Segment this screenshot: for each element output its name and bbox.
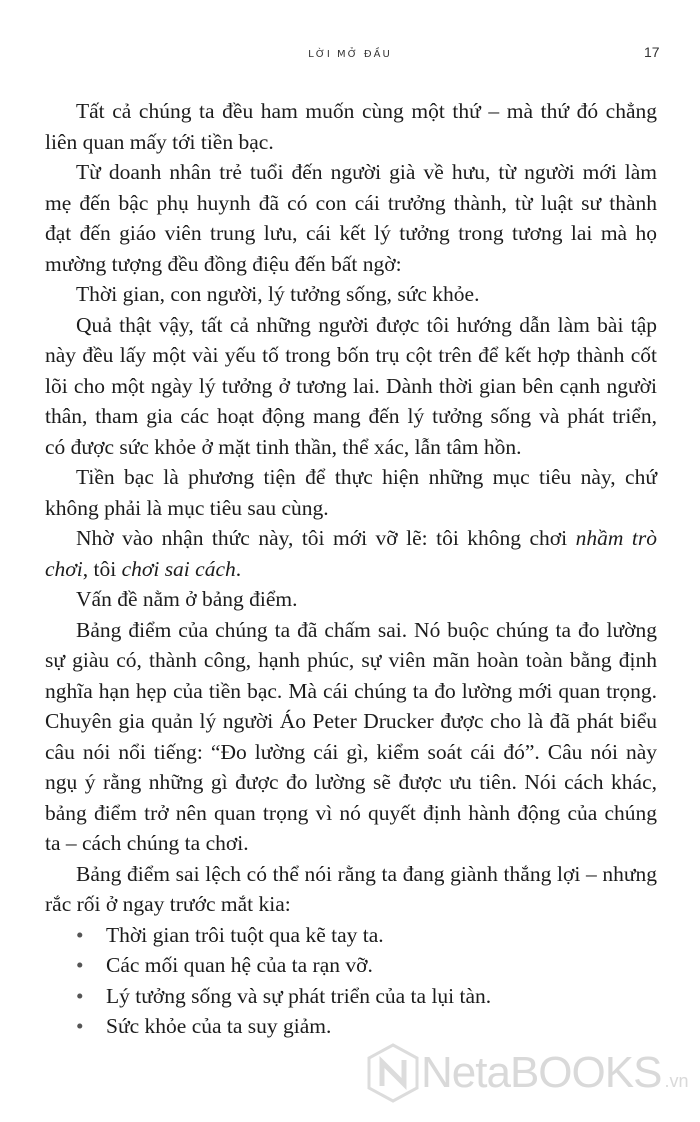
text-line: mẹ đến bậc phụ huynh đã có con cái trưởng thành, từ luật sư thành [45, 190, 657, 215]
paragraph [45, 462, 657, 523]
bullet-list [45, 920, 657, 1042]
text-line: câu nói nổi tiếng: “Đo lường cái gì, kiểm soát cái đó”. Câu nói này [45, 739, 657, 764]
bullet-icon: • [76, 953, 84, 977]
text-line: nghĩa hạn hẹp của tiền bạc. Mà cái chúng ta đo lường mới quan trọng. [45, 678, 657, 703]
list-item-text: Các mối quan hệ của ta rạn vỡ. [106, 953, 373, 977]
list-item [45, 1011, 657, 1042]
text-line: Quả thật vậy, tất cả những người được tôi hướng dẫn làm bài tập [76, 312, 657, 337]
text-line: sự giàu có, thành công, hạnh phúc, sự viên mãn hoàn toàn bằng định [45, 648, 657, 672]
text-span: , tôi [82, 556, 122, 581]
body-text [45, 96, 657, 1042]
running-header: LỜI MỞ ĐẦU [308, 49, 392, 60]
watermark-tld: .vn [664, 1070, 689, 1091]
paragraph [45, 96, 657, 157]
page-number: 17 [644, 44, 660, 60]
italic-text: chơi sai cách [121, 556, 236, 581]
text-line: Tất cả chúng ta đều ham muốn cùng một thứ – mà thứ đó chẳng [76, 99, 657, 123]
paragraph [45, 859, 657, 920]
text-line: liên quan mấy tới tiền bạc. [45, 129, 274, 154]
text-line: mường tượng đều đồng điệu đến bất ngờ: [45, 251, 402, 276]
bullet-icon: • [76, 983, 84, 1008]
text-line: lõi cho một ngày lý tưởng ở tương lai. Dành thời gian bên cạnh người [45, 373, 657, 398]
text-span: . [235, 556, 242, 581]
list-item [45, 950, 657, 981]
text-line: không phải là mục tiêu sau cùng. [45, 495, 329, 520]
paragraph [45, 310, 657, 463]
text-line [45, 523, 657, 554]
text-line: có được sức khỏe ở mặt tinh thần, thể xác, lẫn tâm hồn. [45, 434, 522, 459]
text-line: thân, tham gia các hoạt động mang đến lý tưởng sống và phát triển, [45, 404, 657, 428]
list-item-text: Thời gian trôi tuột qua kẽ tay ta. [106, 922, 384, 947]
text-line: Bảng điểm của chúng ta đã chấm sai. Nó buộc chúng ta đo lường [76, 617, 657, 642]
text-line: rắc rối ở ngay trước mắt kia: [45, 892, 291, 916]
list-item-text: Lý tưởng sống và sự phát triển của ta lụi tàn. [106, 983, 492, 1008]
text-line: Bảng điểm sai lệch có thể nói rằng ta đang giành thắng lợi – nhưng [76, 861, 657, 886]
list-item [45, 920, 657, 951]
paragraph [45, 157, 657, 279]
text-line: Tiền bạc là phương tiện để thực hiện những mục tiêu này, chứ [76, 465, 657, 489]
paragraph [45, 279, 657, 310]
text-line: ta – cách chúng ta chơi. [45, 831, 249, 855]
text-line [45, 554, 657, 585]
watermark [365, 1042, 688, 1104]
text-line: bảng điểm trở nên quan trọng vì nó quyết định hành động của chúng [45, 800, 657, 825]
bullet-icon: • [76, 1014, 84, 1038]
text-line: Thời gian, con người, lý tưởng sống, sức khỏe. [76, 282, 480, 306]
list-item-text: Sức khỏe của ta suy giảm. [106, 1014, 332, 1038]
italic-text: nhầm trò [575, 526, 657, 550]
italic-text: chơi [45, 556, 83, 581]
text-span: Nhờ vào nhận thức này, tôi mới vỡ lẽ: tôi không chơi [76, 526, 576, 550]
netabooks-logo-icon [365, 1042, 421, 1104]
text-line: ngụ ý rằng những gì được đo lường sẽ được ưu tiên. Nói cách khác, [45, 770, 657, 794]
bullet-icon: • [76, 922, 84, 947]
paragraph [45, 615, 657, 859]
text-line: Chuyên gia quản lý người Áo Peter Drucker được cho là đã phát biểu [45, 709, 657, 733]
paragraph [45, 523, 657, 584]
text-line: Vấn đề nằm ở bảng điểm. [76, 587, 298, 611]
text-line: đạt đến giáo viên trung lưu, cái kết lý tưởng trong tương lai mà họ [45, 221, 657, 245]
paragraph [45, 584, 657, 615]
text-line: Từ doanh nhân trẻ tuổi đến người già về hưu, từ người mới làm [76, 160, 657, 184]
text-line: này đều lấy một vài yếu tố trong bốn trụ cột trên để kết hợp thành cốt [45, 343, 657, 367]
watermark-name: NetaBOOKS [421, 1048, 662, 1097]
list-item [45, 981, 657, 1012]
